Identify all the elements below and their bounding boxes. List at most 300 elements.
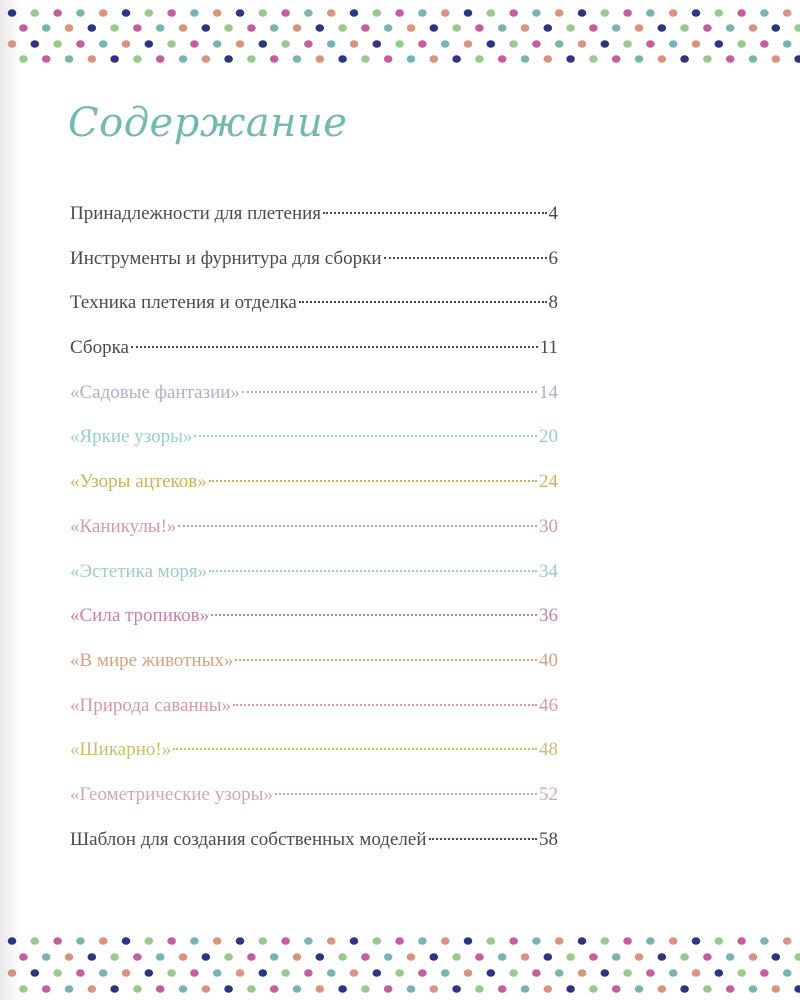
dot-leader: [275, 793, 537, 795]
polka-dot: [737, 969, 746, 977]
toc-entry-page-number: 34: [539, 560, 558, 582]
polka-dot: [53, 40, 62, 48]
polka-dot: [430, 953, 439, 961]
polka-dot: [8, 40, 17, 48]
polka-dot: [760, 9, 769, 17]
polka-dot: [555, 969, 564, 977]
polka-dot: [373, 9, 382, 17]
polka-dot: [521, 24, 530, 32]
polka-dot: [384, 953, 393, 961]
polka-dot: [65, 55, 74, 63]
toc-entry-label: «Яркие узоры»: [70, 426, 193, 448]
polka-dot: [498, 953, 507, 961]
polka-dot: [8, 969, 17, 977]
polka-dot: [509, 9, 518, 17]
polka-dot: [42, 24, 51, 32]
dot-leader: [178, 525, 537, 527]
polka-dot: [623, 937, 632, 945]
polka-dot: [270, 985, 279, 993]
polka-dot: [589, 55, 598, 63]
polka-dot: [544, 24, 553, 32]
toc-entry-label: «Узоры ацтеков»: [70, 471, 207, 493]
polka-dot: [703, 953, 712, 961]
polka-dot: [236, 937, 245, 945]
polka-dot: [338, 985, 347, 993]
polka-dot: [338, 953, 347, 961]
polka-dot: [99, 9, 108, 17]
toc-entry[interactable]: [70, 826, 558, 871]
polka-dot: [475, 953, 484, 961]
polka-dot: [110, 985, 119, 993]
polka-dot: [350, 969, 359, 977]
polka-dot: [76, 40, 85, 48]
polka-dot: [703, 55, 712, 63]
polka-dot: [680, 953, 689, 961]
polka-dot: [418, 40, 427, 48]
polka-dot: [635, 985, 644, 993]
polka-dot: [498, 55, 507, 63]
polka-dot: [692, 9, 701, 17]
polka-dot: [726, 55, 735, 63]
page-gutter-shadow: [0, 0, 22, 1000]
polka-dot: [316, 953, 325, 961]
polka-dot: [794, 985, 800, 993]
polka-dot: [167, 937, 176, 945]
polka-dot: [464, 40, 473, 48]
polka-dot: [441, 40, 450, 48]
polka-dot: [145, 40, 154, 48]
polka-dot: [65, 985, 74, 993]
polka-dot: [749, 985, 758, 993]
polka-dot: [623, 40, 632, 48]
polka-dot: [19, 24, 28, 32]
polka-dot: [498, 985, 507, 993]
polka-dot: [304, 40, 313, 48]
polka-dot: [452, 55, 461, 63]
toc-entry-page-number: 6: [548, 247, 558, 269]
toc-entry-page-number: 40: [539, 649, 558, 671]
polka-dot: [122, 969, 131, 977]
toc-entry-label: Шаблон для создания собственных моделей: [70, 828, 427, 850]
polka-dot: [395, 9, 404, 17]
polka-dot: [373, 969, 382, 977]
polka-dot: [31, 9, 40, 17]
polka-dot: [361, 24, 370, 32]
polka-dot: [441, 9, 450, 17]
dot-leader: [235, 659, 537, 661]
toc-entry-page-number: 14: [539, 381, 558, 403]
polka-dot: [65, 24, 74, 32]
polka-dot: [350, 40, 359, 48]
dot-leader: [131, 346, 538, 348]
polka-dot: [395, 969, 404, 977]
polka-dot: [601, 40, 610, 48]
polka-dot: [487, 969, 496, 977]
polka-dot: [304, 969, 313, 977]
polka-dot: [783, 40, 792, 48]
polka-dot: [589, 24, 598, 32]
polka-dot: [110, 55, 119, 63]
polka-dot: [669, 969, 678, 977]
polka-dot: [566, 953, 575, 961]
polka-dot: [715, 969, 724, 977]
polka-dot: [532, 9, 541, 17]
page-title: Содержание: [68, 100, 348, 146]
polka-dot: [202, 985, 211, 993]
dot-leader: [211, 614, 537, 616]
polka-dot: [213, 9, 222, 17]
polka-dot: [578, 40, 587, 48]
toc-entry-label: Принадлежности для плетения: [70, 203, 322, 224]
polka-dot: [338, 24, 347, 32]
toc-entry-page-number: 8: [548, 292, 558, 314]
polka-dot: [236, 40, 245, 48]
polka-dot: [509, 40, 518, 48]
polka-dot: [156, 953, 165, 961]
polka-dot: [281, 40, 290, 48]
polka-dot: [224, 985, 233, 993]
polka-dot: [794, 24, 800, 32]
polka-dot: [612, 953, 621, 961]
polka-dot: [646, 969, 655, 977]
polka-dot: [213, 40, 222, 48]
polka-dot: [42, 55, 51, 63]
polka-dot: [772, 55, 781, 63]
polka-dot: [658, 985, 667, 993]
toc-entry[interactable]: [70, 379, 558, 424]
polka-dot: [167, 40, 176, 48]
toc-entry[interactable]: [70, 468, 558, 513]
polka-dot: [726, 953, 735, 961]
toc-entry-page-number: 58: [539, 828, 558, 850]
dot-leader: [209, 570, 537, 572]
polka-dot: [316, 985, 325, 993]
polka-dot: [156, 985, 165, 993]
polka-dot: [99, 937, 108, 945]
toc-entry[interactable]: [70, 289, 558, 334]
polka-dot: [259, 40, 268, 48]
polka-dot: [452, 953, 461, 961]
polka-dot: [53, 937, 62, 945]
polka-dot: [578, 937, 587, 945]
polka-dot: [521, 55, 530, 63]
polka-dot: [384, 985, 393, 993]
dot-leader: [384, 257, 547, 259]
polka-dot: [794, 55, 800, 63]
polka-dot: [76, 937, 85, 945]
polka-dot: [236, 9, 245, 17]
top-dot-border: [0, 0, 800, 64]
polka-dot: [521, 953, 530, 961]
polka-dot: [76, 9, 85, 17]
polka-dot: [19, 985, 28, 993]
polka-dot: [145, 937, 154, 945]
polka-dot: [133, 55, 142, 63]
polka-dot: [544, 953, 553, 961]
toc-entry-page-number: 4: [548, 203, 558, 224]
polka-dot: [464, 969, 473, 977]
polka-dot: [133, 985, 142, 993]
toc-entry-page-number: 30: [539, 515, 558, 537]
toc-entry-label: Сборка: [70, 337, 129, 359]
polka-dot: [692, 937, 701, 945]
polka-dot: [555, 40, 564, 48]
polka-dot: [623, 969, 632, 977]
toc-entry-page-number: 48: [539, 739, 558, 761]
polka-dot: [430, 55, 439, 63]
polka-dot: [293, 953, 302, 961]
polka-dot: [715, 9, 724, 17]
polka-dot: [338, 55, 347, 63]
toc-entry-label: Техника плетения и отделка: [70, 292, 297, 314]
polka-dot: [270, 24, 279, 32]
polka-dot: [361, 953, 370, 961]
polka-dot: [133, 953, 142, 961]
toc-entry[interactable]: [70, 736, 558, 781]
polka-dot: [350, 937, 359, 945]
table-of-contents: [70, 200, 558, 870]
polka-dot: [464, 9, 473, 17]
polka-dot: [407, 24, 416, 32]
polka-dot: [669, 40, 678, 48]
dot-leader: [429, 838, 538, 840]
polka-dot: [395, 937, 404, 945]
polka-dot: [532, 40, 541, 48]
polka-dot: [509, 937, 518, 945]
polka-dot: [635, 953, 644, 961]
polka-dot: [88, 55, 97, 63]
polka-dot: [601, 969, 610, 977]
polka-dot: [635, 24, 644, 32]
polka-dot: [99, 969, 108, 977]
polka-dot: [772, 953, 781, 961]
toc-entry-label: «В мире животных»: [70, 649, 234, 671]
polka-dot: [19, 55, 28, 63]
polka-dot: [760, 969, 769, 977]
polka-dot: [783, 969, 792, 977]
polka-dot: [715, 937, 724, 945]
polka-dot: [646, 937, 655, 945]
polka-dot: [259, 9, 268, 17]
dot-leader: [242, 391, 537, 393]
toc-entry-label: «Сила тропиков»: [70, 605, 210, 627]
polka-dot: [202, 24, 211, 32]
polka-dot: [646, 40, 655, 48]
polka-dot: [578, 9, 587, 17]
polka-dot: [190, 40, 199, 48]
polka-dot: [601, 9, 610, 17]
polka-dot: [327, 969, 336, 977]
polka-dot: [31, 969, 40, 977]
polka-dot: [350, 9, 359, 17]
polka-dot: [190, 969, 199, 977]
polka-dot: [304, 9, 313, 17]
polka-dot: [281, 937, 290, 945]
polka-dot: [566, 24, 575, 32]
toc-entry[interactable]: [70, 558, 558, 603]
polka-dot: [247, 24, 256, 32]
polka-dot: [749, 55, 758, 63]
polka-dot: [487, 40, 496, 48]
polka-dot: [623, 9, 632, 17]
polka-dot: [293, 55, 302, 63]
polka-dot: [167, 9, 176, 17]
toc-entry-label: Инструменты и фурнитура для сборки: [70, 247, 382, 269]
polka-dot: [715, 40, 724, 48]
polka-dot: [487, 9, 496, 17]
polka-dot: [669, 9, 678, 17]
toc-entry-label: «Природа саванны»: [70, 694, 232, 716]
toc-entry[interactable]: [70, 692, 558, 737]
polka-dot: [88, 24, 97, 32]
polka-dot: [794, 953, 800, 961]
polka-dot: [110, 953, 119, 961]
polka-dot: [783, 9, 792, 17]
toc-entry-page-number: 11: [539, 337, 558, 359]
polka-dot: [441, 969, 450, 977]
polka-dot: [133, 24, 142, 32]
toc-entry[interactable]: [70, 334, 558, 379]
polka-dot: [361, 55, 370, 63]
polka-dot: [179, 953, 188, 961]
polka-dot: [88, 985, 97, 993]
polka-dot: [452, 24, 461, 32]
polka-dot: [247, 953, 256, 961]
polka-dot: [737, 937, 746, 945]
polka-dot: [749, 953, 758, 961]
polka-dot: [224, 24, 233, 32]
polka-dot: [202, 55, 211, 63]
polka-dot: [760, 937, 769, 945]
polka-dot: [281, 9, 290, 17]
toc-entry-label: «Эстетика моря»: [70, 560, 208, 582]
polka-dot: [566, 55, 575, 63]
polka-dot: [156, 55, 165, 63]
polka-dot: [31, 40, 40, 48]
polka-dot: [42, 953, 51, 961]
toc-entry[interactable]: [70, 647, 558, 692]
polka-dot: [475, 55, 484, 63]
polka-dot: [418, 937, 427, 945]
polka-dot: [418, 969, 427, 977]
bottom-dot-border: [0, 936, 800, 1000]
polka-dot: [646, 9, 655, 17]
toc-entry[interactable]: [70, 781, 558, 826]
polka-dot: [532, 937, 541, 945]
polka-dot: [19, 953, 28, 961]
polka-dot: [464, 937, 473, 945]
polka-dot: [555, 9, 564, 17]
polka-dot: [680, 24, 689, 32]
polka-dot: [692, 40, 701, 48]
polka-dot: [384, 24, 393, 32]
polka-dot: [65, 953, 74, 961]
polka-dot: [612, 24, 621, 32]
dot-leader: [323, 212, 546, 214]
polka-dot: [8, 937, 17, 945]
polka-dot: [692, 969, 701, 977]
toc-entry[interactable]: [70, 423, 558, 468]
polka-dot: [407, 985, 416, 993]
toc-entry[interactable]: [70, 245, 558, 290]
polka-dot: [270, 953, 279, 961]
polka-dot: [430, 24, 439, 32]
polka-dot: [31, 937, 40, 945]
polka-dot: [783, 937, 792, 945]
polka-dot: [407, 953, 416, 961]
toc-entry[interactable]: [70, 602, 558, 647]
polka-dot: [259, 937, 268, 945]
polka-dot: [53, 9, 62, 17]
dot-leader: [233, 704, 537, 706]
polka-dot: [224, 55, 233, 63]
toc-entry[interactable]: [70, 513, 558, 558]
polka-dot: [316, 55, 325, 63]
polka-dot: [680, 985, 689, 993]
polka-dot: [327, 40, 336, 48]
polka-dot: [190, 937, 199, 945]
polka-dot: [703, 985, 712, 993]
polka-dot: [236, 969, 245, 977]
toc-entry-page-number: 36: [539, 605, 558, 627]
polka-dot: [224, 953, 233, 961]
polka-dot: [566, 985, 575, 993]
polka-dot: [213, 969, 222, 977]
polka-dot: [544, 985, 553, 993]
polka-dot: [703, 24, 712, 32]
polka-dot: [532, 969, 541, 977]
polka-dot: [544, 55, 553, 63]
dot-leader: [173, 748, 537, 750]
polka-dot: [521, 985, 530, 993]
polka-dot: [612, 55, 621, 63]
polka-dot: [487, 937, 496, 945]
polka-dot: [202, 953, 211, 961]
polka-dot: [589, 985, 598, 993]
toc-entry-label: «Шикарно!»: [70, 739, 172, 761]
polka-dot: [122, 9, 131, 17]
polka-dot: [441, 937, 450, 945]
polka-dot: [407, 55, 416, 63]
polka-dot: [293, 24, 302, 32]
toc-entry-page-number: 52: [539, 783, 558, 805]
polka-dot: [281, 969, 290, 977]
polka-dot: [316, 24, 325, 32]
polka-dot: [293, 985, 302, 993]
polka-dot: [475, 985, 484, 993]
polka-dot: [772, 985, 781, 993]
polka-dot: [430, 985, 439, 993]
dot-leader: [299, 301, 547, 303]
polka-dot: [88, 953, 97, 961]
polka-dot: [259, 969, 268, 977]
polka-dot: [247, 55, 256, 63]
polka-dot: [304, 937, 313, 945]
dot-leader: [194, 435, 537, 437]
polka-dot: [509, 969, 518, 977]
polka-dot: [737, 9, 746, 17]
toc-entry-label: «Каникулы!»: [70, 515, 177, 537]
polka-dot: [179, 55, 188, 63]
toc-entry-label: «Садовые фантазии»: [70, 381, 240, 403]
polka-dot: [475, 24, 484, 32]
toc-entry[interactable]: [70, 200, 558, 245]
polka-dot: [555, 937, 564, 945]
toc-entry-page-number: 20: [539, 426, 558, 448]
polka-dot: [395, 40, 404, 48]
polka-dot: [669, 937, 678, 945]
polka-dot: [772, 24, 781, 32]
